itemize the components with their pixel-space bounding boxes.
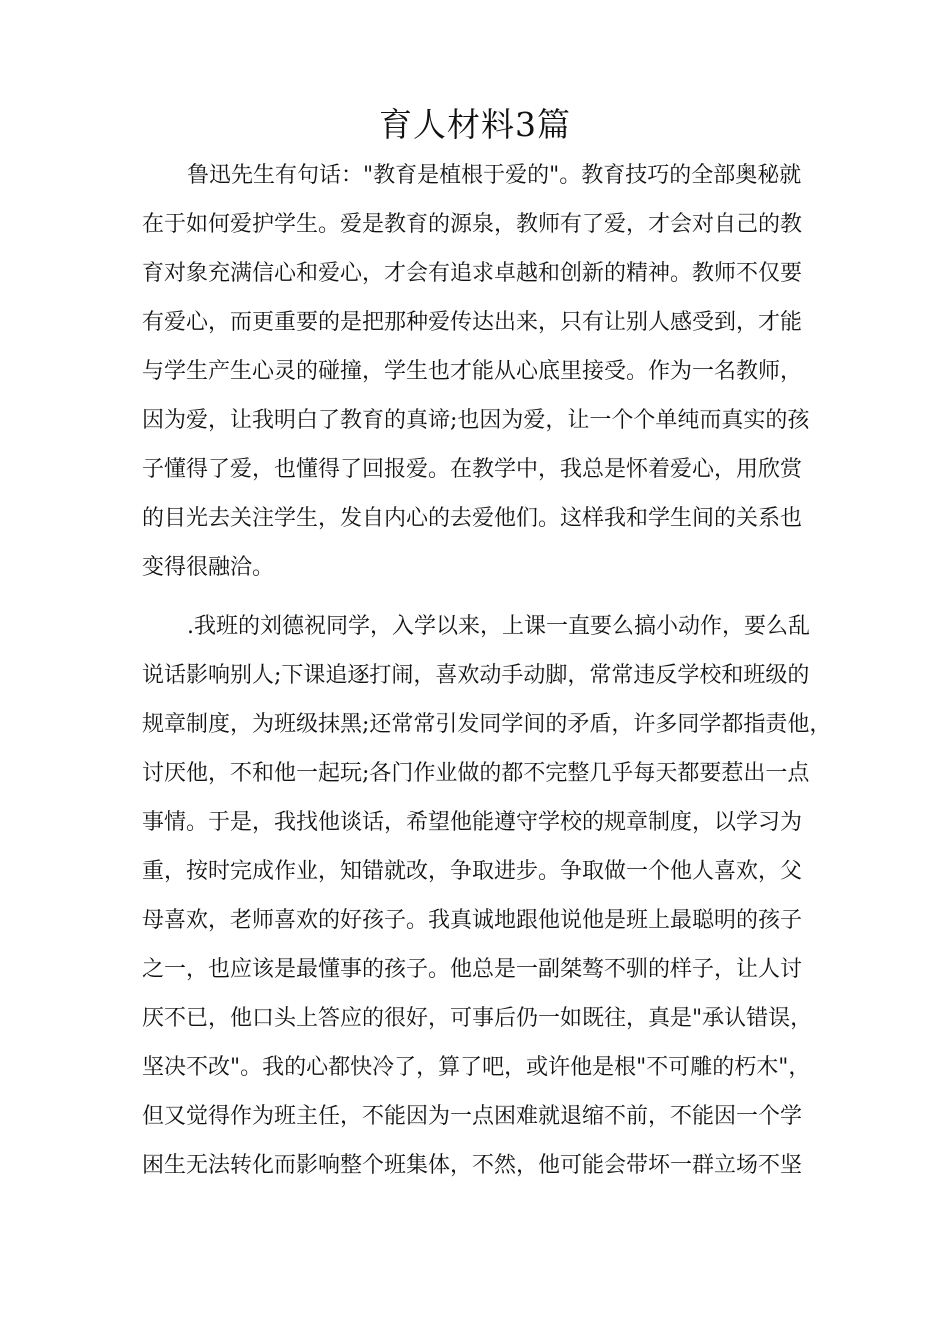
paragraph-2-line-4: 讨厌他，不和他一起玩;各门作业做的都不完整几乎每天都要惹出一点 [142,761,810,786]
paragraph-1-line-9: 变得很融洽。 [142,555,275,580]
paragraph-2-line-5: 事情。于是，我找他谈话，希望他能遵守学校的规章制度，以学习为 [142,810,803,835]
paragraph-2-line-11: 但又觉得作为班主任，不能因为一点困难就退缩不前，不能因一个学 [142,1104,803,1129]
paragraph-2-line-9: 厌不已，他口头上答应的很好，可事后仍一如既往，真是"承认错误， [142,1006,813,1031]
paragraph-2-line-7: 母喜欢，老师喜欢的好孩子。我真诚地跟他说他是班上最聪明的孩子 [142,908,803,933]
paragraph-1-line-2: 在于如何爱护学生。爱是教育的源泉，教师有了爱，才会对自己的教 [142,212,803,237]
paragraph-1-line-3: 育对象充满信心和爱心，才会有追求卓越和创新的精神。教师不仅要 [142,261,803,286]
paragraph-1-line-7: 子懂得了爱，也懂得了回报爱。在教学中，我总是怀着爱心，用欣赏 [142,457,803,482]
document-title: 育人材料3篇 [379,105,571,144]
paragraph-1-line-1: 鲁迅先生有句话："教育是植根于爱的"。教育技巧的全部奥秘就 [187,163,802,188]
paragraph-2-line-1: .我班的刘德祝同学，入学以来，上课一直要么搞小动作，要么乱 [187,614,810,639]
paragraph-1-line-8: 的目光去关注学生，发自内心的去爱他们。这样我和学生间的关系也 [142,506,803,531]
paragraph-2-line-6: 重，按时完成作业，知错就改，争取进步。争取做一个他人喜欢，父 [142,859,803,884]
paragraph-2-line-12: 困生无法转化而影响整个班集体，不然，他可能会带坏一群立场不坚 [142,1153,803,1178]
paragraph-2-line-8: 之一，也应该是最懂事的孩子。他总是一副桀骜不驯的样子，让人讨 [142,957,803,982]
paragraph-2-line-3: 规章制度，为班级抹黑;还常常引发同学间的矛盾，许多同学都指责他， [142,712,832,737]
paragraph-1-line-4: 有爱心，而更重要的是把那种爱传达出来，只有让别人感受到，才能 [142,310,803,335]
paragraph-1-line-6: 因为爱，让我明白了教育的真谛;也因为爱，让一个个单纯而真实的孩 [142,408,810,433]
paragraph-1-line-5: 与学生产生心灵的碰撞，学生也才能从心底里接受。作为一名教师， [142,359,803,384]
paragraph-2-line-10: 坚决不改"。我的心都快冷了，算了吧，或许他是根"不可雕的朽木"， [142,1055,811,1080]
paragraph-2-line-2: 说话影响别人;下课追逐打闹，喜欢动手动脚，常常违反学校和班级的 [142,663,810,688]
